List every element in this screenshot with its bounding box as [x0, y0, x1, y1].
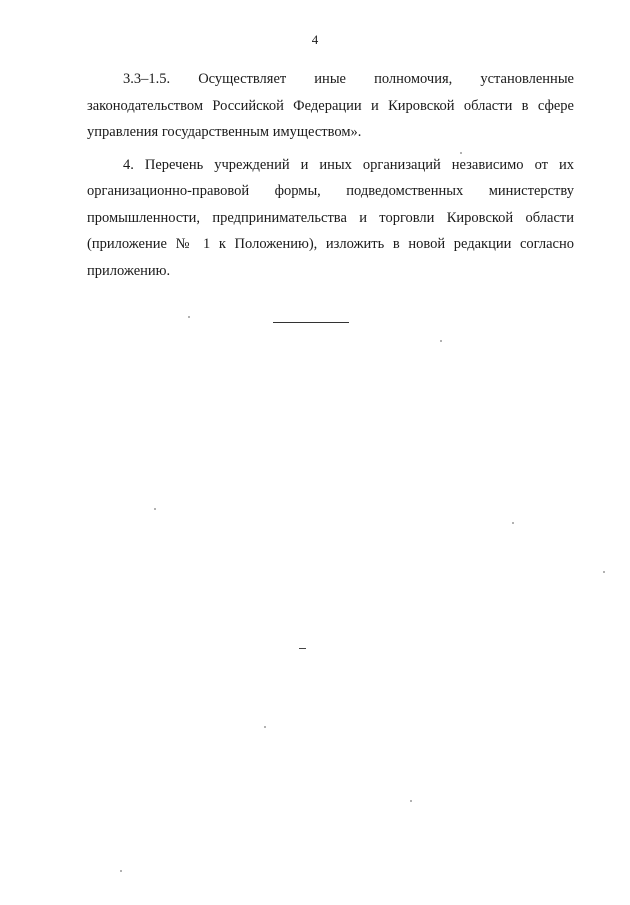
- scan-speck: [460, 152, 462, 154]
- paragraph-item-4: 4. Перечень учреждений и иных организаций независимо от их организационно-правовой формы, подведомственных министерству промышленности, предпринимательства и торговли Кировской области (приложение № 1 к Положению), изложить в новой редакции согласно приложению.: [87, 156, 574, 279]
- scan-speck: [154, 508, 156, 510]
- paragraph-item-3-3-1-5: 3.3–1.5. Осуществляет иные полномочия, установленные законодательством Российской Федерации и Кировской области в сфере управления государственным имуществом».: [87, 71, 574, 140]
- scan-speck: [440, 340, 442, 342]
- end-of-text-rule: [273, 322, 349, 323]
- scan-dash-mark: [299, 648, 306, 649]
- scan-speck: [512, 522, 514, 524]
- page-number: 4: [311, 32, 319, 47]
- scan-speck: [188, 316, 190, 318]
- scan-speck: [264, 726, 266, 728]
- scan-speck: [410, 800, 412, 802]
- scan-speck: [120, 870, 122, 872]
- scan-speck: [603, 571, 605, 573]
- document-body: [87, 66, 574, 284]
